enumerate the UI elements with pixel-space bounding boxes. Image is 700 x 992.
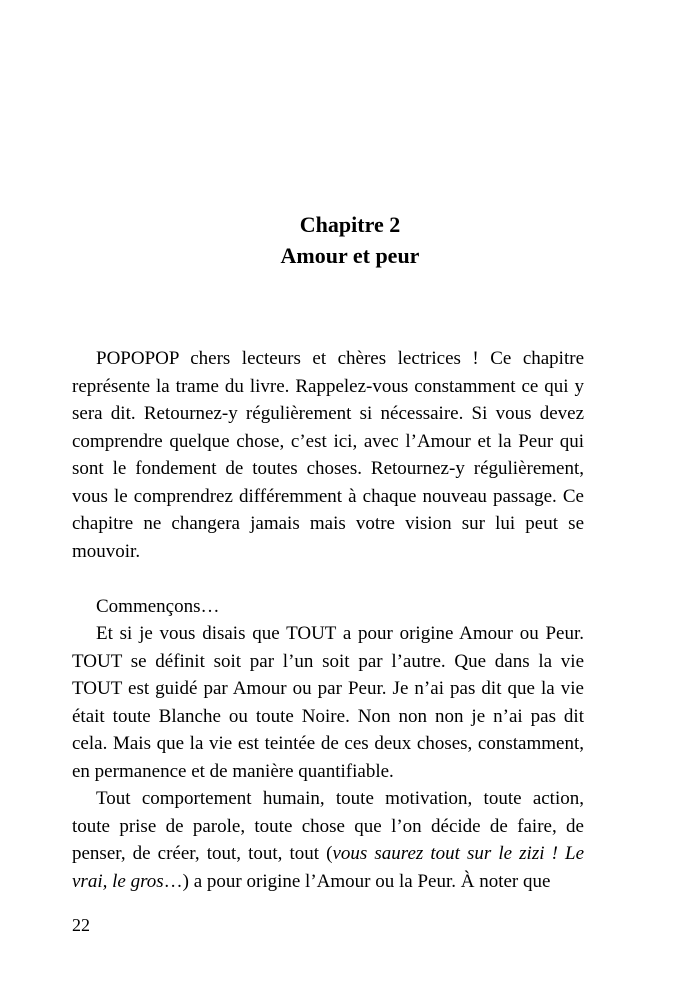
- paragraph-text-after: …) a pour origine l’Amour ou la Peur. À noter que: [163, 870, 551, 892]
- paragraph-intro: POPOPOP chers lecteurs et chères lectrices ! Ce chapitre représente la trame du livre. Rappelez-vous constamment ce qui y sera dit. Retournez-y régulièrement si nécessaire. Si vous devez comprendre quelque chose, c’est ici, avec l’Amour et la Peur qui sont le fondement de toutes choses. Retournez-y régulièrement, vous le comprendrez différemment à chaque nouveau passage. Ce chapitre ne changera jamais mais votre vision sur lui peut se mouvoir.: [72, 348, 584, 562]
- chapter-title: Amour et peur: [280, 243, 420, 268]
- page-number: 22: [72, 915, 90, 935]
- chapter-heading: [0, 209, 700, 271]
- paragraph-commencons: Commençons…: [96, 595, 220, 617]
- italic-aside: vous saurez tout sur le zizi ! Le vrai, le gros: [72, 843, 585, 892]
- paragraph-text-before: Tout comportement humain, toute motivation, toute action, toute prise de parole, toute chose que l’on décide de faire, de penser, de créer, tout, tout, tout (: [72, 788, 584, 864]
- paragraph-comportement: [72, 785, 584, 895]
- paragraph-tout-amour-peur: Et si je vous disais que TOUT a pour origine Amour ou Peur. TOUT se définit soit par l’un soit par l’autre. Que dans la vie TOUT est guidé par Amour ou par Peur. Je n’ai pas dit que la vie était toute Blanche ou toute Noire. Non non non je n’ai pas dit cela. Mais que la vie est teintée de ces deux choses, constamment, en permanence et de manière quantifiable.: [72, 623, 584, 782]
- body-text: [72, 345, 584, 895]
- chapter-number: Chapitre 2: [299, 212, 401, 237]
